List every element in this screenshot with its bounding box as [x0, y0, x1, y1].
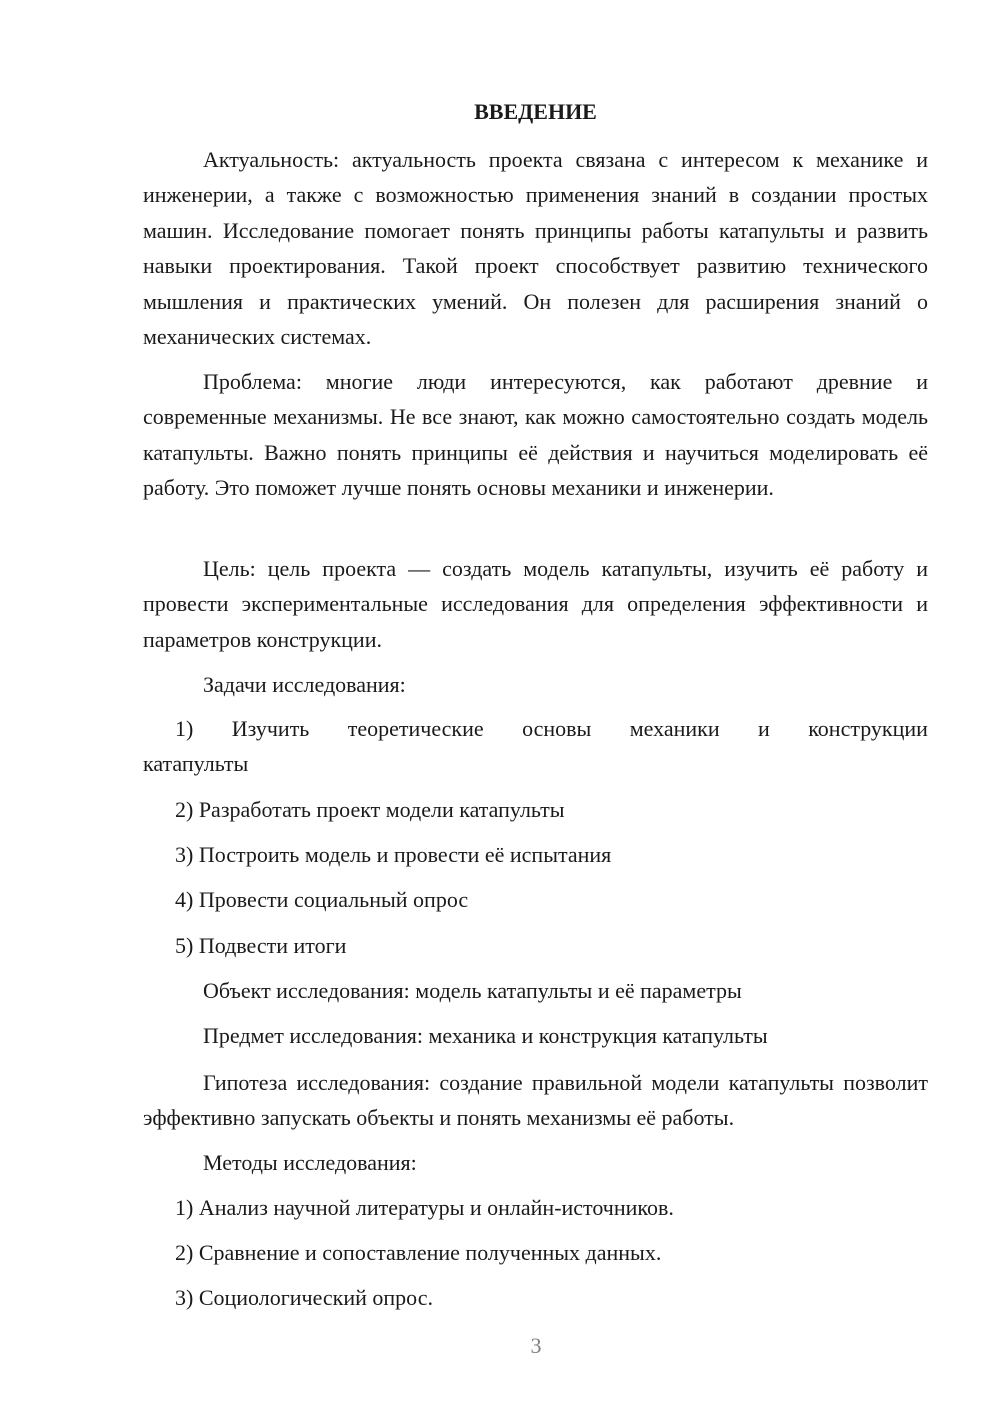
- hypothesis-paragraph: Гипотеза исследования: создание правильной модели катапульты позволит эффективно запускать объекты и понять механизмы её работы.: [143, 1070, 928, 1131]
- task-word: механики: [629, 716, 720, 741]
- page-number: 3: [530, 1333, 542, 1358]
- task-word: конструкции: [808, 716, 928, 741]
- goal-paragraph: Цель: цель проекта — создать модель катапульты, изучить её работу и провести экспериментальные исследования для определения эффективности и параметров конструкции.: [143, 556, 928, 652]
- method-item-1: 1) Анализ научной литературы и онлайн-источников.: [175, 1195, 674, 1220]
- subject-line: Предмет исследования: механика и конструкция катапульты: [203, 1023, 768, 1048]
- task-item-2: 2) Разработать проект модели катапульты: [175, 797, 565, 822]
- problem-paragraph: Проблема: многие люди интересуются, как работают древние и современные механизмы. Не все знают, как можно самостоятельно создать модель катапульты. Важно понять принципы её действия и научиться моделировать её работу. Это поможет лучше понять основы механики и инженерии.: [143, 369, 928, 501]
- task-word: основы: [522, 716, 592, 741]
- task-item-1-first-line: [143, 711, 928, 746]
- object-line: Объект исследования: модель катапульты и её параметры: [203, 978, 742, 1003]
- relevance-paragraph: Актуальность: актуальность проекта связана с интересом к механике и инженерии, а также с возможностью применения знаний в создании простых машин. Исследование помогает понять принципы работы катапульты и развить навыки проектирования. Такой проект способствует развитию технического мышления и практических умений. Он полезен для расширения знаний о механических системах.: [143, 147, 928, 350]
- method-item-3: 3) Социологический опрос.: [175, 1285, 433, 1310]
- task-word: и: [758, 716, 770, 741]
- methods-label: Методы исследования:: [203, 1150, 417, 1175]
- tasks-label: Задачи исследования:: [203, 672, 406, 697]
- task-item-1-continuation: катапульты: [143, 751, 249, 777]
- task-word: 1): [175, 716, 194, 741]
- method-item-2: 2) Сравнение и сопоставление полученных данных.: [175, 1240, 662, 1265]
- task-item-1: [143, 711, 928, 782]
- task-word: теоретические: [347, 716, 484, 741]
- page-title: ВВЕДЕНИЕ: [474, 99, 597, 124]
- task-word: Изучить: [231, 716, 310, 741]
- task-item-3: 3) Построить модель и провести её испытания: [175, 842, 612, 867]
- task-item-4: 4) Провести социальный опрос: [175, 887, 469, 912]
- task-item-5: 5) Подвести итоги: [175, 933, 347, 958]
